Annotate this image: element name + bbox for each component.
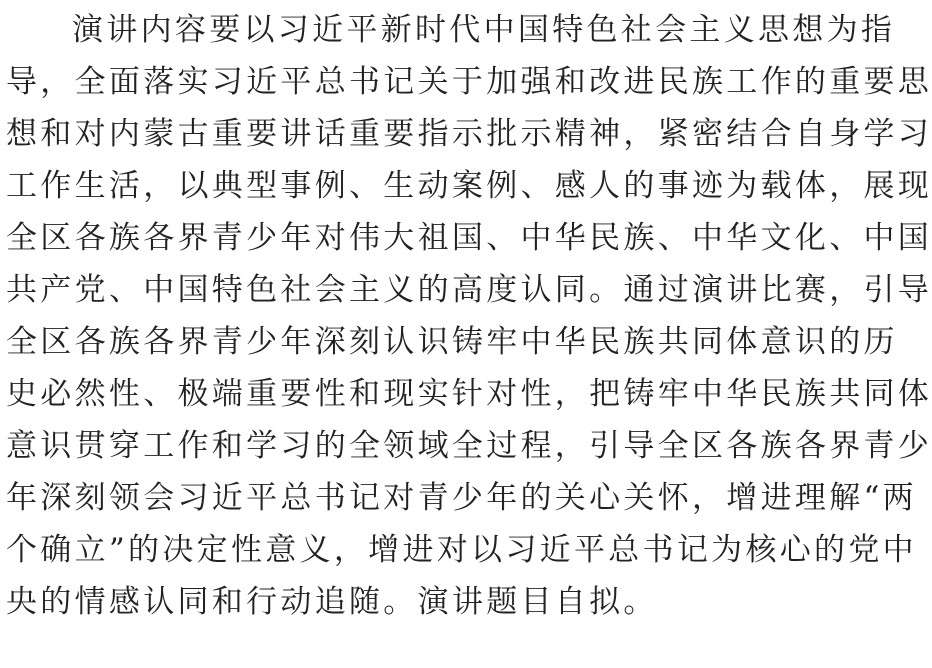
paragraph-line: 个确立”的决定性意义，增进对以习近平总书记为核心的党中 [6,532,917,568]
paragraph-line: 演讲内容要以习近平新时代中国特色社会主义思想为指 [72,12,896,48]
paragraph-line: 全区各族各界青少年深刻认识铸牢中华民族共同体意识的历 [6,324,898,360]
paragraph-line: 意识贯穿工作和学习的全领域全过程，引导全区各族各界青少 [6,428,932,464]
paragraph-line: 年深刻领会习近平总书记对青少年的关心关怀，增进理解“两 [6,480,917,516]
paragraph-line: 央的情感认同和行动追随。演讲题目自拟。 [6,584,658,620]
paragraph-line: 导，全面落实习近平总书记关于加强和改进民族工作的重要思 [6,64,932,100]
paragraph-line: 想和对内蒙古重要讲话重要指示批示精神，紧密结合自身学习 [6,116,932,152]
body-paragraph [0,4,932,628]
paragraph-line: 共产党、中国特色社会主义的高度认同。通过演讲比赛，引导 [6,272,932,308]
paragraph-line: 工作生活，以典型事例、生动案例、感人的事迹为载体，展现 [6,168,932,204]
paragraph-line: 全区各族各界青少年对伟大祖国、中华民族、中华文化、中国 [6,220,932,256]
paragraph-line: 史必然性、极端重要性和现实针对性，把铸牢中华民族共同体 [6,376,932,412]
